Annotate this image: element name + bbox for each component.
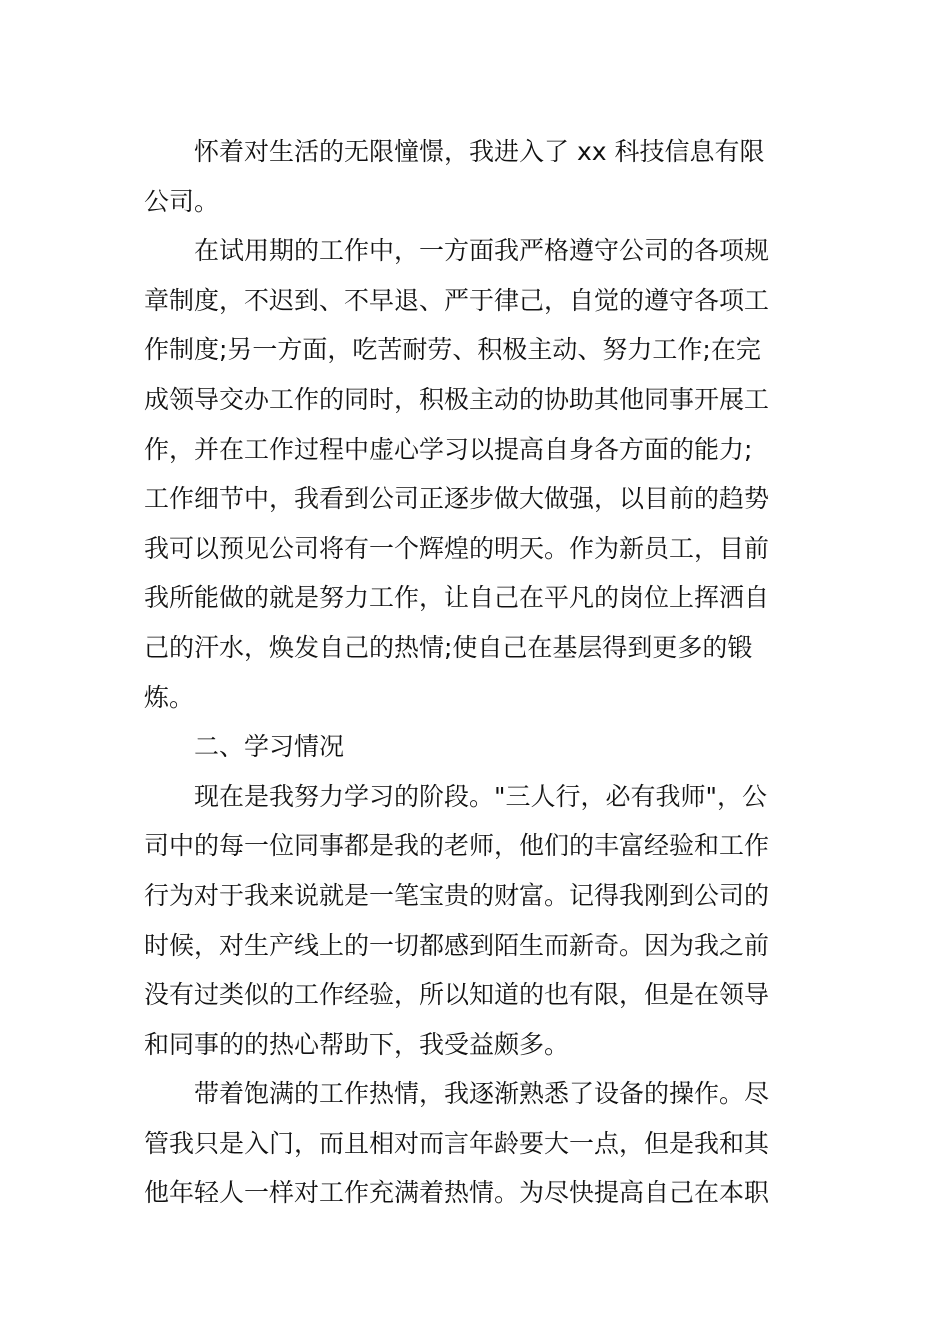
paragraph-line: 怀着对生活的无限憧憬，我进入了 xx 科技信息有限 bbox=[194, 137, 765, 166]
section-heading bbox=[144, 722, 788, 772]
paragraph-line: 在试用期的工作中，一方面我严格遵守公司的各项规 bbox=[194, 236, 770, 266]
paragraph-2 bbox=[144, 226, 788, 722]
document-body bbox=[144, 127, 788, 1218]
paragraph-line: 现在是我努力学习的阶段。"三人行，必有我师"，公 bbox=[194, 781, 768, 811]
paragraph-line: 成领导交办工作的同时，积极主动的协助其他同事开展工 bbox=[144, 384, 770, 414]
paragraph-line: 管我只是入门，而且相对而言年龄要大一点，但是我和其 bbox=[144, 1128, 770, 1158]
section-heading-text: 二、学习情况 bbox=[194, 732, 345, 762]
paragraph-line: 没有过类似的工作经验，所以知道的也有限，但是在领导 bbox=[144, 980, 770, 1010]
paragraph-line: 行为对于我来说就是一笔宝贵的财富。记得我刚到公司的 bbox=[144, 880, 770, 910]
paragraph-line: 时候，对生产线上的一切都感到陌生而新奇。因为我之前 bbox=[144, 930, 770, 960]
paragraph-1 bbox=[144, 127, 788, 226]
paragraph-line: 我可以预见公司将有一个辉煌的明天。作为新员工，目前 bbox=[144, 533, 770, 563]
paragraph-line: 炼。 bbox=[144, 682, 195, 712]
paragraph-line: 我所能做的就是努力工作，让自己在平凡的岗位上挥洒自 bbox=[144, 583, 770, 613]
paragraph-line: 己的汗水，焕发自己的热情;使自己在基层得到更多的锻 bbox=[144, 632, 753, 662]
paragraph-line: 工作细节中，我看到公司正逐步做大做强，以目前的趋势 bbox=[144, 484, 770, 514]
paragraph-line: 章制度，不迟到、不早退、严于律己，自觉的遵守各项工 bbox=[144, 285, 770, 315]
paragraph-line: 作制度;另一方面，吃苦耐劳、积极主动、努力工作;在完 bbox=[144, 335, 761, 365]
paragraph-line: 公司。 bbox=[144, 186, 220, 216]
paragraph-4 bbox=[144, 1069, 788, 1218]
paragraph-line: 作，并在工作过程中虚心学习以提高自身各方面的能力; bbox=[144, 434, 753, 464]
paragraph-line: 司中的每一位同事都是我的老师，他们的丰富经验和工作 bbox=[144, 831, 770, 861]
paragraph-line: 和同事的的热心帮助下，我受益颇多。 bbox=[144, 1029, 570, 1059]
paragraph-3 bbox=[144, 772, 788, 1070]
paragraph-line: 他年轻人一样对工作充满着热情。为尽快提高自己在本职 bbox=[144, 1178, 770, 1208]
paragraph-line: 带着饱满的工作热情，我逐渐熟悉了设备的操作。尽 bbox=[194, 1079, 770, 1109]
